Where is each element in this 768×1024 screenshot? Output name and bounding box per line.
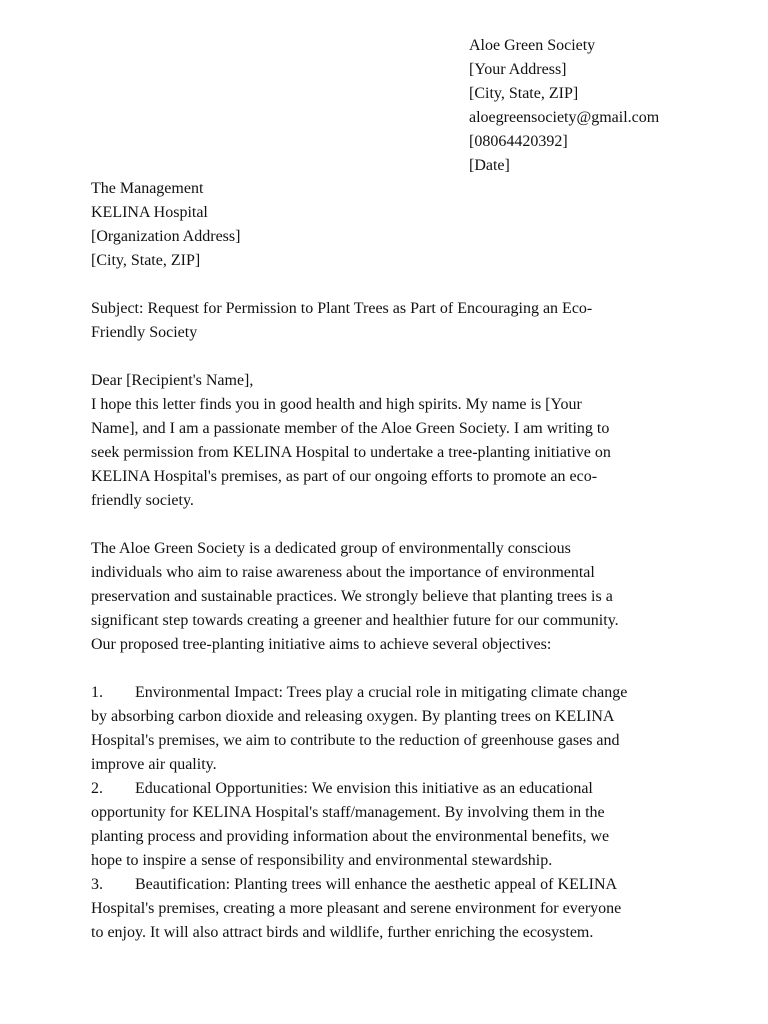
- objective-text: Environmental Impact: Trees play a crucial role in mitigating climate change: [135, 684, 628, 701]
- body-paragraph-introduction: [91, 393, 691, 513]
- salutation-text: Dear [Recipient's Name],: [91, 372, 254, 389]
- subject-line-1: Subject: Request for Permission to Plant Trees as Part of Encouraging an Eco-: [91, 300, 593, 317]
- objective-beautification: [91, 873, 691, 945]
- objective-text: Educational Opportunities: We envision this initiative as an educational: [135, 780, 593, 797]
- paragraph-line: significant step towards creating a greener and healthier future for our community.: [91, 612, 619, 629]
- objective-line: Hospital's premises, creating a more pleasant and serene environment for everyone: [91, 900, 622, 917]
- paragraph-line: preservation and sustainable practices. We strongly believe that planting trees is a: [91, 588, 613, 605]
- subject-line-2: Friendly Society: [91, 324, 198, 341]
- body-paragraph-about-society: [91, 537, 691, 657]
- objective-first-line: [91, 681, 691, 705]
- sender-email: aloegreensociety@gmail.com: [469, 109, 660, 126]
- objective-line: Hospital's premises, we aim to contribute to the reduction of greenhouse gases and: [91, 732, 620, 749]
- letter-date: [Date]: [469, 157, 510, 174]
- objective-line: opportunity for KELINA Hospital's staff/management. By involving them in the: [91, 804, 605, 821]
- objective-first-line: [91, 777, 691, 801]
- objective-line: planting process and providing information about the environmental benefits, we: [91, 828, 610, 845]
- salutation: [91, 369, 691, 393]
- recipient-address: [Organization Address]: [91, 228, 241, 245]
- objective-number: 2.: [91, 780, 103, 797]
- objective-educational-opportunities: [91, 777, 691, 873]
- objective-line: improve air quality.: [91, 756, 217, 773]
- paragraph-line: Name], and I am a passionate member of the Aloe Green Society. I am writing to: [91, 420, 610, 437]
- sender-address-block: [469, 34, 749, 178]
- objective-number: 1.: [91, 684, 103, 701]
- paragraph-line: individuals who aim to raise awareness about the importance of environmental: [91, 564, 595, 581]
- sender-city-state-zip: [City, State, ZIP]: [469, 85, 579, 102]
- paragraph-line: friendly society.: [91, 492, 194, 509]
- objective-line: to enjoy. It will also attract birds and wildlife, further enriching the ecosystem.: [91, 924, 594, 941]
- objective-line: hope to inspire a sense of responsibility and environmental stewardship.: [91, 852, 553, 869]
- subject-line: [91, 297, 691, 345]
- paragraph-line: The Aloe Green Society is a dedicated group of environmentally conscious: [91, 540, 571, 557]
- paragraph-line: Our proposed tree-planting initiative aims to achieve several objectives:: [91, 636, 552, 653]
- paragraph-line: KELINA Hospital's premises, as part of our ongoing efforts to promote an eco-: [91, 468, 598, 485]
- objective-number: 3.: [91, 876, 103, 893]
- objectives-list: [91, 681, 691, 945]
- recipient-address-block: [91, 177, 691, 273]
- objective-first-line: [91, 873, 691, 897]
- recipient-title: The Management: [91, 180, 204, 197]
- objective-text: Beautification: Planting trees will enhance the aesthetic appeal of KELINA: [135, 876, 618, 893]
- recipient-city-state-zip: [City, State, ZIP]: [91, 252, 201, 269]
- sender-name: Aloe Green Society: [469, 37, 596, 54]
- objective-environmental-impact: [91, 681, 691, 777]
- objective-line: by absorbing carbon dioxide and releasing oxygen. By planting trees on KELINA: [91, 708, 615, 725]
- sender-phone: [08064420392]: [469, 133, 568, 150]
- paragraph-line: I hope this letter finds you in good health and high spirits. My name is [Your: [91, 396, 582, 413]
- sender-address: [Your Address]: [469, 61, 567, 78]
- paragraph-line: seek permission from KELINA Hospital to undertake a tree-planting initiative on: [91, 444, 611, 461]
- recipient-organization: KELINA Hospital: [91, 204, 208, 221]
